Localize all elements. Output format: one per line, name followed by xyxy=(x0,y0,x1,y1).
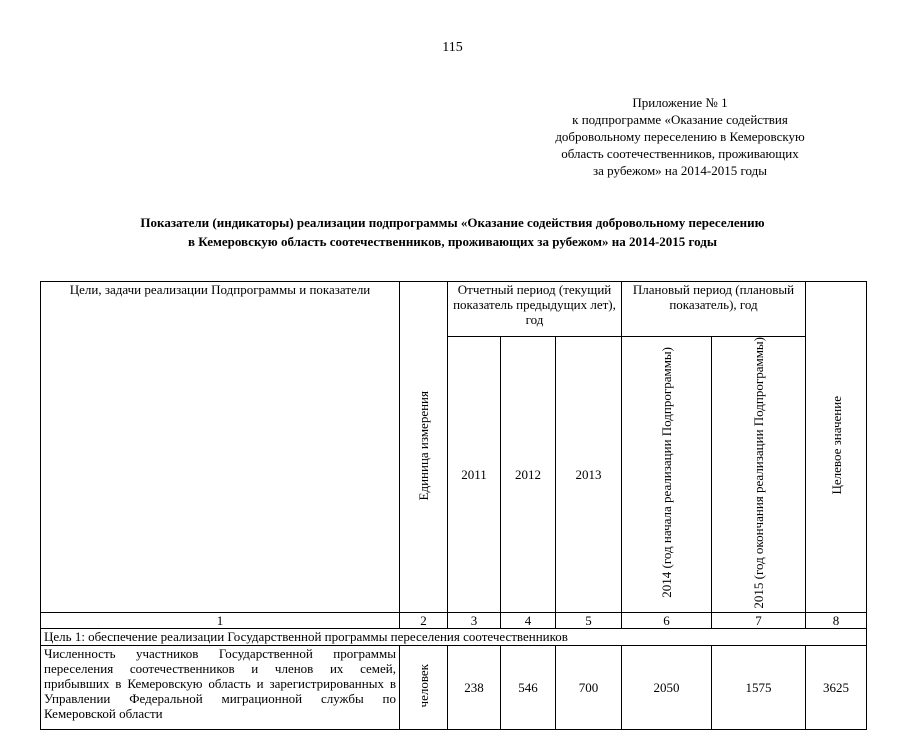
header-year-2014-text: 2014 (год начала реализации Подпрограммы) xyxy=(659,347,674,599)
indicator-value-2012: 546 xyxy=(501,645,556,729)
column-number: 1 xyxy=(41,612,400,628)
page-number: 115 xyxy=(442,40,463,55)
header-year-2012: 2012 xyxy=(501,337,556,613)
indicator-unit xyxy=(400,645,448,729)
header-year-2015 xyxy=(712,337,806,613)
indicator-value-2014: 2050 xyxy=(622,645,712,729)
header-year-2011: 2011 xyxy=(448,337,501,613)
appendix-line: добровольному переселению в Кемеровскую xyxy=(555,129,805,144)
header-year-2013: 2013 xyxy=(556,337,622,613)
column-number: 3 xyxy=(448,612,501,628)
appendix-line: за рубежом» на 2014-2015 годы xyxy=(593,163,767,178)
header-unit-text: Единица измерения xyxy=(416,390,431,501)
goal-row: Цель 1: обеспечение реализации Государственной программы переселения соотечественников xyxy=(41,628,867,645)
header-planned-period: Плановый период (плановый показатель), год xyxy=(622,282,806,337)
column-number: 5 xyxy=(556,612,622,628)
indicator-description: Численность участников Государственной программы переселения соотечественников и членов их семей, прибывших в Кемеровскую область и зарегистрированных в Управлении Федеральной миграционной службы по Кемеровской области xyxy=(41,645,400,729)
title-line: Показатели (индикаторы) реализации подпрограммы «Оказание содействия добровольному переселению xyxy=(140,215,765,230)
indicator-value-2015: 1575 xyxy=(712,645,806,729)
header-goals: Цели, задачи реализации Подпрограммы и показатели xyxy=(41,282,400,613)
header-reporting-period: Отчетный период (текущий показатель предыдущих лет), год xyxy=(448,282,622,337)
header-year-2014 xyxy=(622,337,712,613)
header-target xyxy=(806,282,867,613)
indicator-target-value: 3625 xyxy=(806,645,867,729)
column-number: 8 xyxy=(806,612,867,628)
column-number: 6 xyxy=(622,612,712,628)
indicator-value-2011: 238 xyxy=(448,645,501,729)
appendix-line: Приложение № 1 xyxy=(632,95,728,110)
appendix-note xyxy=(530,94,830,179)
document-title xyxy=(60,213,845,251)
column-number: 4 xyxy=(501,612,556,628)
column-number: 2 xyxy=(400,612,448,628)
indicators-table xyxy=(40,281,867,730)
indicator-value-2013: 700 xyxy=(556,645,622,729)
indicator-unit-text: человек xyxy=(416,663,431,708)
header-year-2015-text: 2015 (год окончания реализации Подпрограммы) xyxy=(751,337,766,609)
title-line: в Кемеровскую область соотечественников, проживающих за рубежом» на 2014-2015 годы xyxy=(188,234,717,249)
appendix-line: к подпрограмме «Оказание содействия xyxy=(572,112,788,127)
header-target-text: Целевое значение xyxy=(828,396,844,495)
appendix-line: область соотечественников, проживающих xyxy=(561,146,799,161)
header-unit xyxy=(400,282,448,613)
column-number: 7 xyxy=(712,612,806,628)
